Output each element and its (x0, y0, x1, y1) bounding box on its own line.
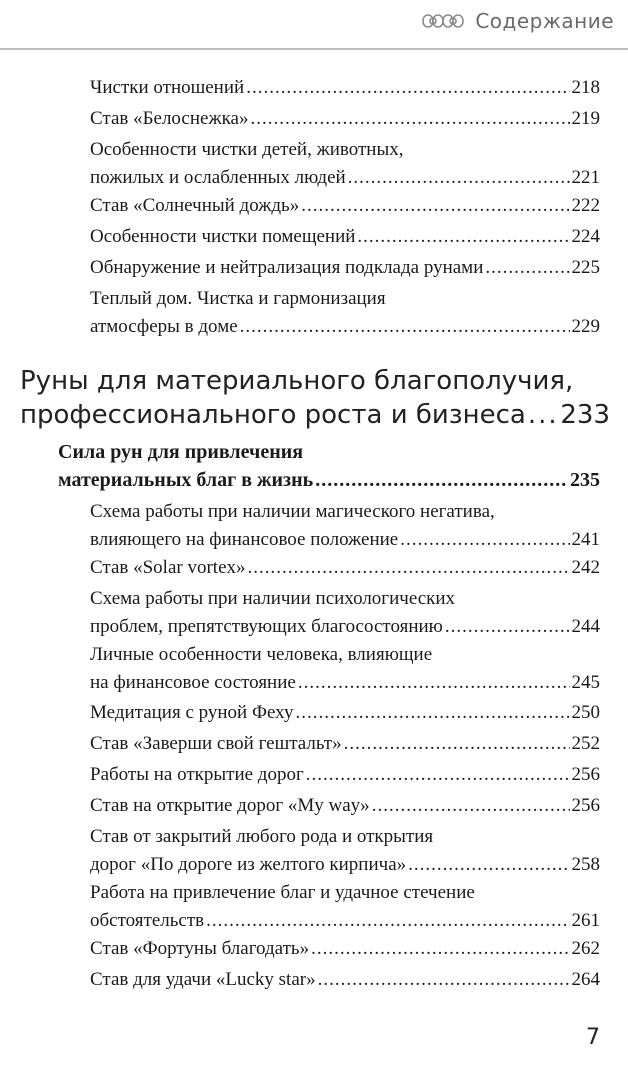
chapter-title: Сила рун для привлечения (58, 441, 304, 463)
celtic-knot-icon (419, 8, 465, 34)
toc-entry[interactable] (90, 105, 600, 133)
toc-section[interactable] (20, 364, 610, 432)
running-header (419, 8, 614, 34)
toc-entry[interactable] (90, 254, 600, 282)
toc-entry[interactable] (90, 585, 600, 641)
entry-page: 218 (571, 77, 600, 98)
entry-page: 221 (571, 167, 600, 188)
leader-dots (372, 792, 570, 820)
entry-page: 258 (571, 854, 600, 875)
entry-page: 256 (571, 764, 600, 785)
section-title: Руны для материального благополучия, (20, 366, 574, 396)
leader-dots (311, 935, 569, 963)
toc-entry[interactable] (90, 730, 600, 758)
entry-title: Став «Фортуны благодать» (90, 938, 310, 959)
leader-dots (295, 699, 569, 727)
entry-title: Став «Белоснежка» (90, 108, 249, 129)
entry-title: Личные особенности человека, влияющие (90, 644, 433, 665)
toc-entry[interactable] (90, 554, 600, 582)
entry-page: 256 (571, 795, 600, 816)
chapter-page: 235 (570, 469, 600, 491)
leader-dots (408, 851, 569, 879)
toc-entry[interactable] (90, 192, 600, 220)
toc-entry[interactable] (90, 498, 600, 554)
entry-title: Став «Заверши свой гештальт» (90, 733, 342, 754)
toc-entry[interactable] (90, 966, 600, 994)
entry-title: Медитация с руной Феху (90, 702, 294, 723)
entry-title: Особенности чистки детей, животных, (90, 139, 404, 160)
entry-title: Став «Солнечный дождь» (90, 195, 300, 216)
toc-chapter[interactable] (58, 438, 600, 494)
leader-dots (344, 730, 570, 758)
entry-page: 219 (571, 108, 600, 129)
leader-dots (400, 526, 569, 554)
entry-title: Теплый дом. Чистка и гармонизация (90, 288, 386, 309)
entry-page: 224 (571, 226, 600, 247)
header-rule (0, 48, 628, 50)
toc-entry[interactable] (90, 74, 600, 102)
entry-title: Став на открытие дорог «My way» (90, 795, 370, 816)
entry-title: Работы на открытие дорог (90, 764, 304, 785)
toc-entry[interactable] (90, 761, 600, 789)
entry-title: атмосферы в доме (90, 316, 238, 337)
entry-title: проблем, препятствующих благосостоянию (90, 616, 443, 637)
leader-dots (206, 907, 569, 935)
entry-title: на финансовое состояние (90, 672, 296, 693)
entry-title: Став для удачи «Lucky star» (90, 969, 316, 990)
entry-title: Став от закрытий любого рода и открытия (90, 826, 434, 847)
toc-entry[interactable] (90, 285, 600, 341)
entry-page: 250 (571, 702, 600, 723)
leader-dots (246, 74, 569, 102)
toc-entry[interactable] (90, 699, 600, 727)
leader-dots (348, 164, 570, 192)
leader-dots (306, 761, 570, 789)
section-title: профессионального роста и бизнеса (20, 400, 526, 430)
leader-dots (248, 554, 570, 582)
entry-title: Работа на привлечение благ и удачное стечение (90, 882, 475, 903)
entry-page: 264 (571, 969, 600, 990)
entry-page: 229 (571, 316, 600, 337)
toc-entry[interactable] (90, 879, 600, 935)
entry-page: 244 (571, 616, 600, 637)
entry-title: влияющего на финансовое положение (90, 529, 399, 550)
entry-page: 222 (571, 195, 600, 216)
entry-page: 261 (571, 910, 600, 931)
entry-title: пожилых и ослабленных людей (90, 167, 346, 188)
entry-page: 225 (571, 257, 600, 278)
leader-dots (250, 105, 569, 133)
toc-entry[interactable] (90, 792, 600, 820)
leader-dots (298, 669, 570, 697)
page-number: 7 (586, 1025, 600, 1050)
leader-dots (357, 223, 569, 251)
entry-title: Став «Solar vortex» (90, 557, 246, 578)
toc-entry[interactable] (90, 223, 600, 251)
toc-entry[interactable] (90, 641, 600, 697)
header-title: Содержание (475, 9, 614, 33)
leader-dots (240, 313, 570, 341)
chapter-title: материальных благ в жизнь (58, 469, 314, 491)
section-page: 233 (560, 400, 610, 430)
entry-page: 245 (571, 672, 600, 693)
leader-dots (318, 966, 570, 994)
entry-page: 252 (571, 733, 600, 754)
entry-title: Особенности чистки помещений (90, 226, 356, 247)
entry-title: обстоятельств (90, 910, 205, 931)
leader-dots (528, 398, 559, 432)
leader-dots (301, 192, 569, 220)
entry-page: 262 (571, 938, 600, 959)
entry-title: Схема работы при наличии магического негатива, (90, 501, 495, 522)
entry-page: 241 (571, 529, 600, 550)
leader-dots (445, 613, 570, 641)
entry-title: Схема работы при наличии психологических (90, 588, 456, 609)
toc-entry[interactable] (90, 935, 600, 963)
entry-title: Чистки отношений (90, 77, 245, 98)
leader-dots (315, 466, 568, 494)
toc-entry[interactable] (90, 136, 600, 192)
entry-title: Обнаружение и нейтрализация подклада рунами (90, 257, 484, 278)
entry-page: 242 (571, 557, 600, 578)
entry-title: дорог «По дороге из желтого кирпича» (90, 854, 407, 875)
toc-entry[interactable] (90, 823, 600, 879)
leader-dots (485, 254, 569, 282)
